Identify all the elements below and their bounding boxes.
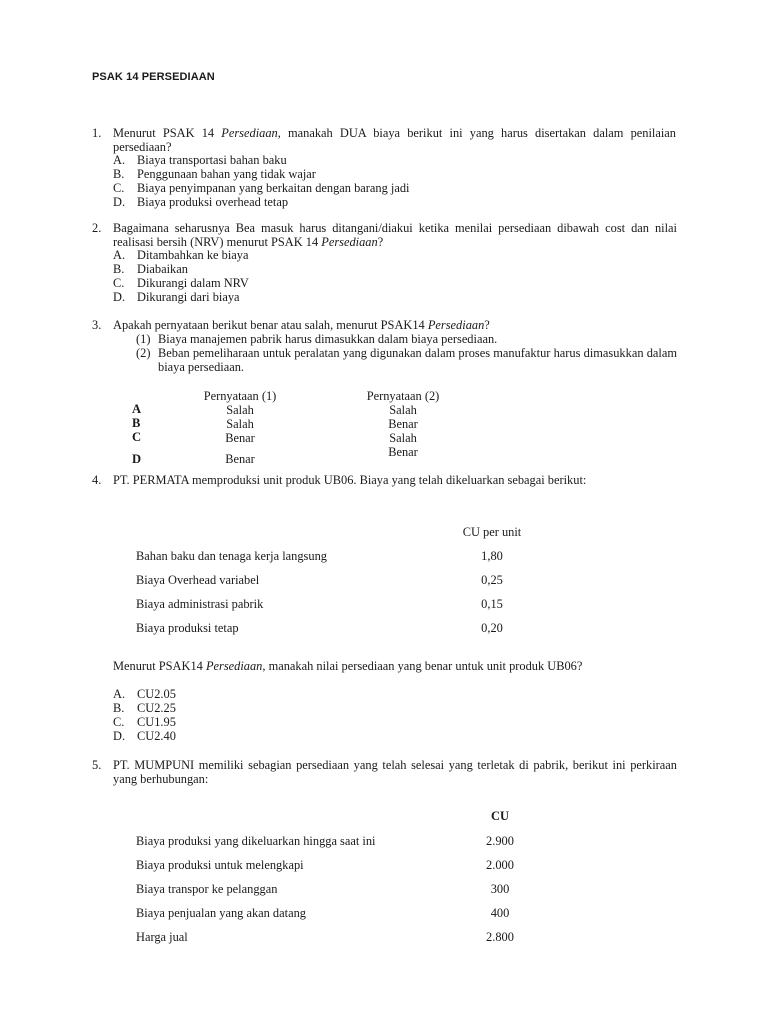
- question-text: PT. MUMPUNI memiliki sebagian persediaan yang telah selesai yang terletak di pabrik, berikut ini perkiraan yang berhubungan:: [113, 758, 677, 786]
- question-number: 3.: [92, 318, 102, 332]
- cost-row-label: Biaya administrasi pabrik: [136, 597, 264, 611]
- cost-row-label: Biaya penjualan yang akan datang: [136, 906, 306, 920]
- cost-row-value: 400: [490, 906, 510, 920]
- cost-row-value: 2.000: [486, 858, 514, 872]
- row-letter-b: B: [132, 416, 141, 430]
- row-letter-c: C: [132, 430, 142, 444]
- question-number: 2.: [92, 221, 102, 235]
- cell-1-b: Salah: [226, 417, 254, 431]
- cell-1-c: Benar: [225, 431, 255, 445]
- row-letter-d: D: [132, 452, 142, 466]
- cost-row-label: Biaya Overhead variabel: [136, 573, 260, 587]
- cost-row-label: Bahan baku dan tenaga kerja langsung: [136, 549, 327, 563]
- question-text: Bagaimana seharusnya Bea masuk harus ditangani/diakui ketika menilai persediaan dibawah cost dan nilai realisasi bersih (NRV) menurut PSAK 14 Persediaan?: [113, 221, 677, 249]
- cell-2-d: Benar: [388, 445, 418, 459]
- cost-row-value: 2.900: [486, 834, 514, 848]
- cell-2-c: Salah: [389, 431, 417, 445]
- cell-2-a: Salah: [389, 403, 417, 417]
- question-text: Menurut PSAK 14 Persediaan, manakah DUA biaya berikut ini yang harus disertakan dalam penilaian persediaan?: [113, 126, 676, 154]
- question-text: PT. PERMATA memproduksi unit produk UB06. Biaya yang telah dikeluarkan sebagai berikut:: [113, 473, 587, 487]
- cost-row-value: 2.800: [486, 930, 514, 944]
- question-text: Menurut PSAK14 Persediaan, manakah nilai persediaan yang benar untuk unit produk UB06?: [113, 659, 583, 673]
- question-number: 4.: [92, 473, 102, 487]
- cost-row-label: Harga jual: [136, 930, 188, 944]
- cost-row-label: Biaya produksi untuk melengkapi: [136, 858, 304, 872]
- cost-row-label: Biaya transpor ke pelanggan: [136, 882, 278, 896]
- cost-row-label: Biaya produksi tetap: [136, 621, 239, 635]
- cost-header: CU: [491, 809, 509, 823]
- cost-row-value: 300: [490, 882, 510, 896]
- table-header-statement-1: Pernyataan (1): [203, 389, 277, 403]
- row-letter-a: A: [132, 402, 142, 416]
- cost-header: CU per unit: [462, 525, 522, 539]
- question-text: Apakah pernyataan berikut benar atau salah, menurut PSAK14 Persediaan?: [113, 318, 490, 332]
- cell-1-a: Salah: [226, 403, 254, 417]
- cost-row-value: 1,80: [481, 549, 503, 563]
- cost-row-value: 0,20: [481, 621, 503, 635]
- cell-2-b: Benar: [388, 417, 418, 431]
- cost-row-label: Biaya produksi yang dikeluarkan hingga saat ini: [136, 834, 376, 848]
- page-title: PSAK 14 PERSEDIAAN: [92, 71, 215, 83]
- table-header-statement-2: Pernyataan (2): [366, 389, 440, 403]
- cost-row-value: 0,25: [481, 573, 503, 587]
- question-number: 1.: [92, 126, 102, 140]
- question-number: 5.: [92, 758, 102, 772]
- document-page: PSAK 14 PERSEDIAAN 1. Menurut PSAK 14 Persediaan, manakah DUA biaya berikut ini yang harus disertakan dalam penilaian persediaan? A. Biaya transportasi bahan baku B. Penggunaan bahan yang tidak wajar C. Biaya penyimpanan yang berkaitan dengan barang jadi D. Biaya produksi overhead tetap 2. Bagaimana seharusnya Bea masuk harus ditangani/diakui ketika menilai persediaan dibawah cost dan nilai realisasi bersih (NRV) menurut PSAK 14 Persediaan? A. Ditambahkan ke biaya B. Diabaikan C. Dikurangi dalam NRV D. Dikurangi dari biaya 3. Apakah pernyataan berikut benar atau salah, menurut PSAK14 Persediaan? (1) Biaya manajemen pabrik harus dimasukkan dalam biaya persediaan. (2) Beban pemeliharaan untuk peralatan yang digunakan dalam proses manufaktur harus dimasukkan dalam biaya persediaan. Pernyataan (1) Pernyataan (2) A Salah Salah B Salah Benar C Benar Salah D Benar Benar 4. PT. PERMATA memproduksi unit produk UB06. Biaya yang telah dikeluarkan sebagai berikut: CU per unit Bahan baku dan tenaga kerja langsung 1,80 Biaya Overhead variabel 0,25 Biaya administrasi pabrik 0,15 Biaya produksi tetap 0,20 Menurut PSAK14 Persediaan, manakah nilai persediaan yang benar untuk unit produk UB06? A. CU2.05 B. CU2.25 C. CU1.95 D. CU2.40 5. PT. MUMPUNI memiliki sebagian persediaan yang telah selesai yang terletak di pabrik, berikut ini perkiraan yang berhubungan: CU Biaya produksi yang dikeluarkan hingga saat ini 2.900 Biaya produksi untuk melengkapi 2.000 Biaya transpor ke pelanggan 300 Biaya penjualan yang akan datang 400 Harga jual 2.800: [92, 71, 677, 944]
- cell-1-d: Benar: [225, 452, 255, 466]
- cost-row-value: 0,15: [481, 597, 503, 611]
